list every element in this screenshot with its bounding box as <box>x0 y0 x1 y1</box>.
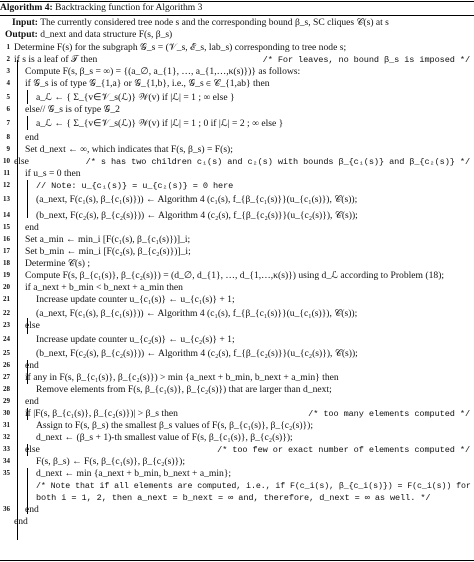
line-number: 31 <box>3 421 10 429</box>
line-code: Increase update counter u_{c₂(s)} ← u_{c₂(s)} + 1; <box>36 334 235 345</box>
algorithm-line <box>0 104 474 116</box>
input-spec <box>12 17 471 29</box>
line-code: if 𝒢_s is of type 𝒢_{1,a} or 𝒢_{1,b}, i.e., 𝒢_s ∈ 𝒞_{1,ab} then <box>25 78 270 89</box>
block-indent-bar <box>27 116 28 130</box>
algorithm-line <box>0 294 474 306</box>
line-code: Compute F(s, β_s = ∞) = {(a_∅, a_{1}, …, a_{1,…,κ(s)})} as follows: <box>25 66 301 77</box>
line-number: 29 <box>3 397 10 405</box>
line-code: (a_next, F(c₁(s), β_{c₁(s)})) ← Algorithm 4 (c₁(s), f_{β_{c₁(s)}}(u_{c₁(s)}), 𝒞(s)); <box>36 308 358 319</box>
line-comment: /* s has two children c₁(s) and c₂(s) with bounds β_{c₁(s)} and β_{c₂(s)} */ <box>85 157 470 167</box>
line-code: d_next ← min {a_next + b_min, b_next + a_min}; <box>36 468 232 479</box>
line-number: 34 <box>3 457 10 465</box>
output-label: Output: <box>5 29 38 40</box>
output-text: d_next and data structure F(s, β_s) <box>37 29 173 40</box>
line-code: if |F(s, β_{c₁(s)}, β_{c₂(s)})| > β_s then <box>25 408 178 419</box>
algorithm-line <box>0 54 474 66</box>
line-code: if s is a leaf of 𝒯 then <box>14 54 98 65</box>
block-indent-bar <box>27 468 28 514</box>
line-number: 24 <box>3 335 10 343</box>
algorithm-line <box>0 210 474 222</box>
algorithm-line <box>0 132 474 144</box>
line-code: a_ℒ ← { Σ_{v∈𝒱_s(ℒ)} 𝒲(v) if |ℒ| = 1 ; 0 if |ℒ| = 2 ; ∞ else } <box>36 118 284 129</box>
line-code: end <box>25 360 39 371</box>
algorithm-line <box>0 144 474 156</box>
line-number: 15 <box>3 223 10 231</box>
line-number: 16 <box>3 235 10 243</box>
line-code: Determine F(s) for the subgraph 𝒢_s = (𝒱_s, ℰ_s, lab_s) corresponding to tree node s; <box>14 42 347 53</box>
line-number: 25 <box>3 349 10 357</box>
line-code: Set b_min ← min_i [F(c₂(s), β_{c₂(s)})]_i; <box>25 246 191 257</box>
algorithm-title-label: Algorithm 4: <box>0 2 53 13</box>
block-indent-bar <box>27 90 28 104</box>
line-number: 23 <box>3 321 10 329</box>
algorithm-line <box>0 78 474 90</box>
line-number: 5 <box>6 93 10 101</box>
line-code: Set a_min ← min_i [F(c₁(s), β_{c₁(s)})]_i; <box>25 234 191 245</box>
line-number: 20 <box>3 283 10 291</box>
line-code: if u_s = 0 then <box>25 168 81 179</box>
bottom-rule <box>0 560 474 561</box>
line-number: 14 <box>3 211 10 219</box>
line-code: Remove elements from F(s, β_{c₁(s)}, β_{c₂(s)}) that are larger than d_next; <box>36 384 332 395</box>
line-comment: // Note: u_{c₁(s)} = u_{c₂(s)} = 0 here <box>36 181 234 191</box>
algorithm-line <box>0 282 474 294</box>
line-comment: /* Note that if all elements are computed, i.e., if F(c_i(s), β_{c_i(s)}) = F(c_i(s)) for <box>36 481 471 491</box>
algorithm-line <box>0 504 474 516</box>
algorithm-line <box>0 42 474 54</box>
line-comment: /* too many elements computed */ <box>308 409 470 419</box>
line-number: 2 <box>6 55 10 63</box>
line-code: if any in F(s, β_{c₁(s)}, β_{c₂(s)}) > min {a_next + b_min, b_next + a_min} then <box>25 372 339 383</box>
line-code: a_ℒ ← { Σ_{v∈𝒱_s(ℒ)} 𝒲(v) if |ℒ| = 1 ; ∞ else } <box>36 92 235 103</box>
algorithm-line <box>0 456 474 468</box>
algorithm-line <box>0 348 474 360</box>
line-number: 32 <box>3 433 10 441</box>
block-indent-bar <box>17 162 18 540</box>
algorithm-line <box>0 360 474 372</box>
algorithm-line <box>0 480 474 492</box>
line-code: end <box>25 222 39 233</box>
algorithm-line <box>0 246 474 258</box>
line-number: 11 <box>3 169 10 177</box>
line-code: end <box>25 504 39 515</box>
block-indent-bar <box>27 180 28 218</box>
line-number: 4 <box>6 79 10 87</box>
algorithm-line <box>0 444 474 456</box>
input-label: Input: <box>12 17 38 28</box>
line-number: 17 <box>3 247 10 255</box>
algorithm-title-text: Backtracking function for Algorithm 3 <box>52 2 203 13</box>
line-number: 9 <box>6 145 10 153</box>
line-code: else <box>25 444 40 455</box>
line-number: 6 <box>6 105 10 113</box>
algorithm-line <box>0 222 474 234</box>
line-number: 33 <box>3 445 10 453</box>
algorithm-line <box>0 320 474 332</box>
algorithm-line <box>0 168 474 180</box>
line-number: 28 <box>3 385 10 393</box>
algorithm-line <box>0 334 474 346</box>
line-code: Set d_next ← ∞, which indicates that F(s, β_s) = F(s); <box>25 144 233 155</box>
algorithm-line <box>0 396 474 408</box>
line-code: end <box>25 132 39 143</box>
line-number: 13 <box>3 195 10 203</box>
line-number: 12 <box>3 181 10 189</box>
line-comment: /* For leaves, no bound β_s is imposed */ <box>262 55 470 65</box>
line-code: F(s, β_s) ← F(s, β_{c₁(s)}, β_{c₂(s)}); <box>36 456 186 467</box>
algorithm-line <box>0 468 474 480</box>
algorithm-title <box>0 2 471 14</box>
line-comment: /* too few or exact number of elements computed */ <box>217 445 470 455</box>
line-code: (b_next, F(c₂(s), β_{c₂(s)})) ← Algorithm 4 (c₂(s), f_{β_{c₂(s)}}(u_{c₂(s)}), 𝒞(s)); <box>36 348 358 359</box>
line-code: else <box>14 156 29 167</box>
line-number: 3 <box>6 67 10 75</box>
algorithm-line <box>0 492 474 504</box>
algorithm-line <box>0 92 474 104</box>
line-code: else// 𝒢_s is of type 𝒢_2 <box>25 104 120 115</box>
algorithm-line <box>0 308 474 320</box>
line-code: Compute F(s, β_{c₁(s)}, β_{c₂(s)}) = (d_∅, d_{1}, …, d_{1,…,κ(s)}) using d_ℒ according to Problem (18); <box>25 270 445 281</box>
line-number: 1 <box>6 43 10 51</box>
algorithm-line <box>0 516 474 528</box>
line-comment: both i = 1, 2, then a_next = b_next = ∞ and, therefore, d_next = ∞ as well. */ <box>36 493 431 503</box>
algorithm-line <box>0 372 474 384</box>
algorithm-line <box>0 180 474 192</box>
line-number: 35 <box>3 469 10 477</box>
block-indent-bar <box>27 360 28 384</box>
line-code: Assign to F(s, β_s) the smallest β_s values of F(s, β_{c₁(s)}, β_{c₂(s)}); <box>36 420 313 431</box>
line-code: Increase update counter u_{c₁(s)} ← u_{c₁(s)} + 1; <box>36 294 235 305</box>
line-code: (a_next, F(c₁(s), β_{c₁(s)})) ← Algorithm 4 (c₁(s), f_{β_{c₁(s)}}(u_{c₁(s)}), 𝒞(s)); <box>36 194 358 205</box>
line-code: end <box>25 396 39 407</box>
algorithm-line <box>0 270 474 282</box>
line-number: 19 <box>3 271 10 279</box>
output-spec <box>5 29 471 41</box>
algorithm-line <box>0 234 474 246</box>
algorithm-line <box>0 156 474 168</box>
line-number: 7 <box>6 119 10 127</box>
line-number: 18 <box>3 259 10 267</box>
block-indent-bar <box>27 318 28 334</box>
line-code: (b_next, F(c₂(s), β_{c₂(s)})) ← Algorithm 4 (c₂(s), f_{β_{c₂(s)}}(u_{c₂(s)}), 𝒞(s)); <box>36 210 358 221</box>
algorithm-line <box>0 66 474 78</box>
line-number: 10 <box>3 157 10 165</box>
line-code: end <box>14 516 28 527</box>
algorithm-line <box>0 384 474 396</box>
algorithm-line <box>0 258 474 270</box>
line-number: 22 <box>3 309 10 317</box>
line-number: 30 <box>3 409 10 417</box>
algorithm-line <box>0 420 474 432</box>
input-text: The currently considered tree node s and the corresponding bound β_s, SC cliques 𝒞(s) at s <box>37 17 389 28</box>
block-indent-bar <box>27 444 28 456</box>
line-code: Determine 𝒞(s) ; <box>25 258 91 269</box>
algorithm-line <box>0 408 474 420</box>
title-rule <box>0 15 474 16</box>
line-code: else <box>25 320 40 331</box>
algorithm-line <box>0 432 474 444</box>
block-indent-bar <box>27 408 28 420</box>
line-code: if a_next + b_min < b_next + a_min then <box>25 282 183 293</box>
line-code: d_next ← (β_s + 1)-th smallest value of F(s, β_{c₁(s)}, β_{c₂(s)}); <box>36 432 293 443</box>
line-number: 27 <box>3 373 10 381</box>
line-number: 26 <box>3 361 10 369</box>
line-number: 36 <box>3 505 10 513</box>
algorithm-line <box>0 194 474 206</box>
algorithm-line <box>0 118 474 130</box>
line-number: 21 <box>3 295 10 303</box>
line-number: 8 <box>6 133 10 141</box>
